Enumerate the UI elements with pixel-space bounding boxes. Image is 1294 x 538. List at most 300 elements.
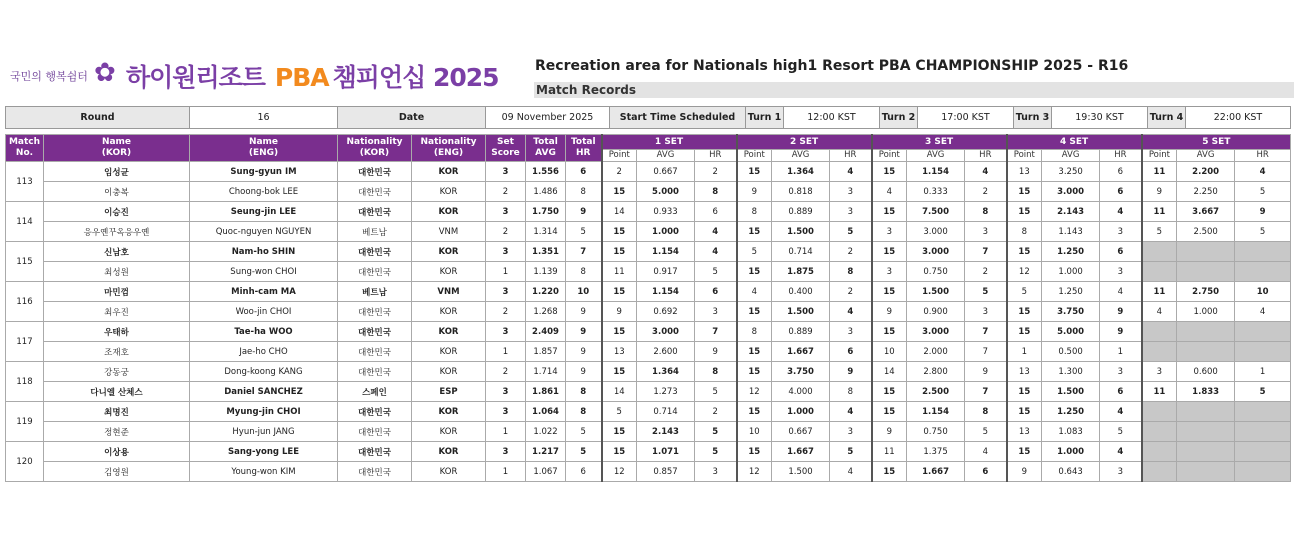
set-4-point: 15 [1007,202,1042,222]
start-time-label: Start Time Scheduled [610,107,746,129]
logo-brand: 하이원리조트 [126,63,265,92]
set-3-avg: 1.375 [907,442,965,462]
player-name-eng: Seung-jin LEE [190,202,338,222]
set-1-avg: 0.933 [637,202,695,222]
set-2-avg: 0.889 [772,202,830,222]
set-2-point: 15 [737,262,772,282]
set-3-hr: 4 [965,442,1007,462]
set-score: 2 [486,302,526,322]
set-4-avg: 1.000 [1042,262,1100,282]
unplayed-set-cell [1177,462,1235,482]
total-avg: 1.486 [526,182,566,202]
col-set-1-hr: HR [695,150,737,162]
set-1-hr: 5 [695,442,737,462]
total-avg: 1.750 [526,202,566,222]
total-hr: 9 [566,322,602,342]
set-4-point: 5 [1007,282,1042,302]
set-3-hr: 2 [965,182,1007,202]
set-3-point: 15 [872,402,907,422]
set-2-hr: 3 [830,422,872,442]
set-2-hr: 4 [830,402,872,422]
turn-3-label: Turn 3 [1014,107,1052,129]
set-3-point: 9 [872,302,907,322]
round-label: Round [6,107,190,129]
set-4-avg: 3.750 [1042,302,1100,322]
set-2-hr: 5 [830,442,872,462]
col-set-3-hr: HR [965,150,1007,162]
set-2-point: 8 [737,322,772,342]
set-5-point: 9 [1142,182,1177,202]
unplayed-set-cell [1235,462,1291,482]
nationality-kor: 대한민국 [338,262,412,282]
set-5-hr: 4 [1235,302,1291,322]
set-5-point: 11 [1142,382,1177,402]
set-2-avg: 0.400 [772,282,830,302]
set-2-hr: 4 [830,462,872,482]
player-name-eng: Dong-koong KANG [190,362,338,382]
col-set-5-point: Point [1142,150,1177,162]
set-2-avg: 1.500 [772,302,830,322]
turn-4-label: Turn 4 [1148,107,1186,129]
col-set-score: Set Score [486,135,526,162]
set-2-hr: 6 [830,342,872,362]
total-avg: 1.556 [526,162,566,182]
set-1-point: 5 [602,402,637,422]
set-2-avg: 0.818 [772,182,830,202]
nationality-kor: 대한민국 [338,182,412,202]
set-4-point: 15 [1007,302,1042,322]
set-4-point: 15 [1007,242,1042,262]
set-3-hr: 6 [965,462,1007,482]
set-1-point: 12 [602,462,637,482]
set-3-hr: 4 [965,162,1007,182]
set-3-hr: 3 [965,222,1007,242]
set-1-hr: 9 [695,342,737,362]
set-1-point: 15 [602,242,637,262]
event-logo [126,58,499,94]
nationality-eng: KOR [412,262,486,282]
player-name-kor: 이충복 [44,182,190,202]
set-3-point: 4 [872,182,907,202]
player-name-kor: 정현준 [44,422,190,442]
unplayed-set-cell [1235,422,1291,442]
set-3-hr: 7 [965,342,1007,362]
unplayed-set-cell [1142,422,1177,442]
set-4-avg: 1.000 [1042,442,1100,462]
set-4-point: 15 [1007,322,1042,342]
set-3-avg: 2.000 [907,342,965,362]
set-3-avg: 0.900 [907,302,965,322]
set-5-point: 5 [1142,222,1177,242]
match-number: 116 [6,282,44,322]
set-2-avg: 1.364 [772,162,830,182]
set-3-avg: 7.500 [907,202,965,222]
set-2-point: 12 [737,462,772,482]
set-3-avg: 1.154 [907,402,965,422]
unplayed-set-cell [1142,242,1177,262]
total-hr: 9 [566,362,602,382]
unplayed-set-cell [1235,342,1291,362]
set-3-point: 15 [872,282,907,302]
set-1-avg: 1.071 [637,442,695,462]
nationality-kor: 베트남 [338,282,412,302]
set-2-point: 15 [737,222,772,242]
total-avg: 1.067 [526,462,566,482]
nationality-kor: 스페인 [338,382,412,402]
unplayed-set-cell [1177,422,1235,442]
turn-1-time: 12:00 KST [784,107,880,129]
set-score: 3 [486,442,526,462]
set-3-hr: 5 [965,422,1007,442]
set-2-point: 12 [737,382,772,402]
set-score: 3 [486,162,526,182]
set-3-point: 15 [872,242,907,262]
col-set-2-avg: AVG [772,150,830,162]
set-2-avg: 1.500 [772,462,830,482]
set-4-avg: 0.643 [1042,462,1100,482]
set-3-point: 15 [872,462,907,482]
nationality-eng: KOR [412,322,486,342]
nationality-eng: KOR [412,462,486,482]
set-4-point: 13 [1007,422,1042,442]
set-2-avg: 3.750 [772,362,830,382]
set-5-avg: 2.750 [1177,282,1235,302]
set-4-hr: 1 [1100,342,1142,362]
set-1-point: 15 [602,362,637,382]
set-4-hr: 3 [1100,262,1142,282]
nationality-kor: 베트남 [338,222,412,242]
set-score: 3 [486,242,526,262]
player-name-kor: 응우옌꾸옥응우옌 [44,222,190,242]
table-row [6,442,1291,462]
total-avg: 1.139 [526,262,566,282]
total-hr: 6 [566,462,602,482]
set-2-point: 5 [737,242,772,262]
unplayed-set-cell [1235,242,1291,262]
set-3-avg: 2.800 [907,362,965,382]
set-1-hr: 8 [695,182,737,202]
set-4-hr: 9 [1100,322,1142,342]
set-1-avg: 1.364 [637,362,695,382]
set-score: 3 [486,282,526,302]
total-hr: 10 [566,282,602,302]
set-5-avg: 1.833 [1177,382,1235,402]
set-2-point: 15 [737,362,772,382]
set-4-point: 1 [1007,342,1042,362]
set-1-hr: 5 [695,382,737,402]
player-name-kor: 최명진 [44,402,190,422]
set-4-avg: 1.083 [1042,422,1100,442]
logo-pba: PBA [274,63,329,92]
set-5-avg: 0.600 [1177,362,1235,382]
set-3-hr: 7 [965,322,1007,342]
nationality-kor: 대한민국 [338,342,412,362]
set-2-point: 15 [737,342,772,362]
total-avg: 1.064 [526,402,566,422]
table-row [6,302,1291,322]
nationality-kor: 대한민국 [338,242,412,262]
set-3-avg: 1.667 [907,462,965,482]
set-3-avg: 0.333 [907,182,965,202]
set-score: 2 [486,362,526,382]
col-name-kor: Name (KOR) [44,135,190,162]
set-1-point: 15 [602,182,637,202]
set-2-point: 15 [737,162,772,182]
set-5-point: 11 [1142,202,1177,222]
set-1-hr: 6 [695,202,737,222]
set-2-avg: 1.875 [772,262,830,282]
set-score: 1 [486,462,526,482]
set-3-hr: 2 [965,262,1007,282]
set-4-point: 8 [1007,222,1042,242]
set-4-point: 15 [1007,182,1042,202]
col-set-2: 2 SET [737,135,872,150]
unplayed-set-cell [1142,322,1177,342]
table-row [6,422,1291,442]
nationality-eng: KOR [412,202,486,222]
col-set-5-hr: HR [1235,150,1291,162]
player-name-eng: Quoc-nguyen NGUYEN [190,222,338,242]
set-1-hr: 5 [695,262,737,282]
total-hr: 9 [566,202,602,222]
set-3-hr: 7 [965,242,1007,262]
set-4-hr: 3 [1100,362,1142,382]
set-4-hr: 4 [1100,202,1142,222]
set-score: 2 [486,182,526,202]
nationality-eng: KOR [412,342,486,362]
col-set-4: 4 SET [1007,135,1142,150]
set-score: 3 [486,382,526,402]
set-2-hr: 8 [830,262,872,282]
table-row [6,362,1291,382]
set-4-avg: 3.250 [1042,162,1100,182]
set-2-point: 4 [737,282,772,302]
total-hr: 8 [566,262,602,282]
nationality-kor: 대한민국 [338,162,412,182]
set-1-hr: 6 [695,282,737,302]
total-avg: 1.857 [526,342,566,362]
set-3-point: 14 [872,362,907,382]
set-5-hr: 4 [1235,162,1291,182]
player-name-eng: Minh-cam MA [190,282,338,302]
player-name-eng: Nam-ho SHIN [190,242,338,262]
set-3-point: 10 [872,342,907,362]
player-name-eng: Woo-jin CHOI [190,302,338,322]
set-1-hr: 2 [695,402,737,422]
set-5-hr: 10 [1235,282,1291,302]
set-3-point: 15 [872,382,907,402]
set-1-point: 15 [602,222,637,242]
nationality-kor: 대한민국 [338,302,412,322]
table-row [6,202,1291,222]
table-row [6,462,1291,482]
table-row [6,162,1291,182]
set-3-avg: 3.000 [907,222,965,242]
set-3-point: 15 [872,202,907,222]
set-2-point: 8 [737,202,772,222]
player-name-eng: Choong-bok LEE [190,182,338,202]
set-1-point: 15 [602,322,637,342]
table-row [6,342,1291,362]
date-value: 09 November 2025 [486,107,610,129]
player-name-eng: Young-won KIM [190,462,338,482]
set-2-hr: 3 [830,182,872,202]
total-avg: 1.268 [526,302,566,322]
match-number: 115 [6,242,44,282]
table-row [6,402,1291,422]
set-5-point: 3 [1142,362,1177,382]
nationality-eng: KOR [412,442,486,462]
total-hr: 7 [566,242,602,262]
set-2-hr: 5 [830,222,872,242]
set-3-hr: 5 [965,282,1007,302]
set-4-hr: 4 [1100,282,1142,302]
set-2-point: 10 [737,422,772,442]
unplayed-set-cell [1235,442,1291,462]
set-1-hr: 4 [695,242,737,262]
round-info-table [5,106,1291,129]
nationality-kor: 대한민국 [338,442,412,462]
set-1-point: 15 [602,422,637,442]
turn-4-time: 22:00 KST [1186,107,1291,129]
set-2-point: 15 [737,302,772,322]
col-set-4-hr: HR [1100,150,1142,162]
unplayed-set-cell [1142,402,1177,422]
set-1-point: 14 [602,202,637,222]
set-2-hr: 9 [830,362,872,382]
set-3-avg: 3.000 [907,242,965,262]
set-3-hr: 3 [965,302,1007,322]
set-4-avg: 2.143 [1042,202,1100,222]
set-2-avg: 1.667 [772,442,830,462]
match-number: 113 [6,162,44,202]
unplayed-set-cell [1177,442,1235,462]
set-4-point: 13 [1007,362,1042,382]
unplayed-set-cell [1235,262,1291,282]
set-5-avg: 2.500 [1177,222,1235,242]
set-1-avg: 0.667 [637,162,695,182]
player-name-kor: 다니엘 산체스 [44,382,190,402]
set-4-hr: 6 [1100,182,1142,202]
set-3-avg: 0.750 [907,262,965,282]
logo-event: 챔피언십 2025 [332,63,499,92]
nationality-kor: 대한민국 [338,422,412,442]
turn-3-time: 19:30 KST [1052,107,1148,129]
player-name-kor: 이상용 [44,442,190,462]
player-name-kor: 마민껌 [44,282,190,302]
set-2-hr: 2 [830,282,872,302]
logo-tagline: 국민의 행복쉼터 [10,70,88,83]
set-3-point: 15 [872,322,907,342]
col-set-2-hr: HR [830,150,872,162]
col-set-2-point: Point [737,150,772,162]
total-hr: 6 [566,162,602,182]
set-2-hr: 4 [830,162,872,182]
player-name-kor: 조재호 [44,342,190,362]
set-1-hr: 2 [695,162,737,182]
set-1-avg: 0.857 [637,462,695,482]
total-avg: 1.314 [526,222,566,242]
page-title: Recreation area for Nationals high1 Resort PBA CHAMPIONSHIP 2025 - R16 [535,58,1129,74]
nationality-eng: KOR [412,402,486,422]
set-5-point: 11 [1142,162,1177,182]
nationality-eng: KOR [412,182,486,202]
total-avg: 1.351 [526,242,566,262]
date-label: Date [338,107,486,129]
match-number: 114 [6,202,44,242]
set-3-hr: 8 [965,202,1007,222]
set-score: 1 [486,342,526,362]
set-1-avg: 2.600 [637,342,695,362]
set-1-point: 13 [602,342,637,362]
match-number: 118 [6,362,44,402]
page-subtitle: Match Records [536,83,636,97]
total-avg: 1.714 [526,362,566,382]
col-set-3-avg: AVG [907,150,965,162]
turn-2-label: Turn 2 [880,107,918,129]
set-1-hr: 7 [695,322,737,342]
col-set-1: 1 SET [602,135,737,150]
player-name-kor: 김영원 [44,462,190,482]
set-1-avg: 2.143 [637,422,695,442]
set-3-avg: 1.500 [907,282,965,302]
nationality-eng: KOR [412,302,486,322]
set-1-point: 11 [602,262,637,282]
unplayed-set-cell [1142,262,1177,282]
player-name-kor: 강동궁 [44,362,190,382]
nationality-eng: VNM [412,222,486,242]
turn-1-label: Turn 1 [746,107,784,129]
table-row [6,242,1291,262]
set-3-hr: 7 [965,382,1007,402]
set-4-point: 15 [1007,402,1042,422]
match-number: 119 [6,402,44,442]
set-5-hr: 5 [1235,222,1291,242]
table-row [6,382,1291,402]
set-3-point: 15 [872,162,907,182]
unplayed-set-cell [1177,322,1235,342]
col-set-1-avg: AVG [637,150,695,162]
set-5-avg: 3.667 [1177,202,1235,222]
total-avg: 1.861 [526,382,566,402]
set-score: 1 [486,262,526,282]
set-5-point: 11 [1142,282,1177,302]
nationality-eng: KOR [412,362,486,382]
nationality-eng: VNM [412,282,486,302]
nationality-kor: 대한민국 [338,322,412,342]
set-4-avg: 1.143 [1042,222,1100,242]
set-2-hr: 4 [830,302,872,322]
total-hr: 5 [566,442,602,462]
col-set-3: 3 SET [872,135,1007,150]
total-avg: 1.022 [526,422,566,442]
set-2-hr: 8 [830,382,872,402]
set-3-avg: 0.750 [907,422,965,442]
set-1-avg: 0.917 [637,262,695,282]
set-4-hr: 4 [1100,442,1142,462]
turn-2-time: 17:00 KST [918,107,1014,129]
set-1-hr: 3 [695,302,737,322]
set-2-point: 9 [737,182,772,202]
player-name-kor: 임성균 [44,162,190,182]
set-score: 2 [486,222,526,242]
round-value: 16 [190,107,338,129]
player-name-eng: Jae-ho CHO [190,342,338,362]
unplayed-set-cell [1177,402,1235,422]
table-row [6,262,1291,282]
set-1-avg: 5.000 [637,182,695,202]
set-3-point: 3 [872,222,907,242]
